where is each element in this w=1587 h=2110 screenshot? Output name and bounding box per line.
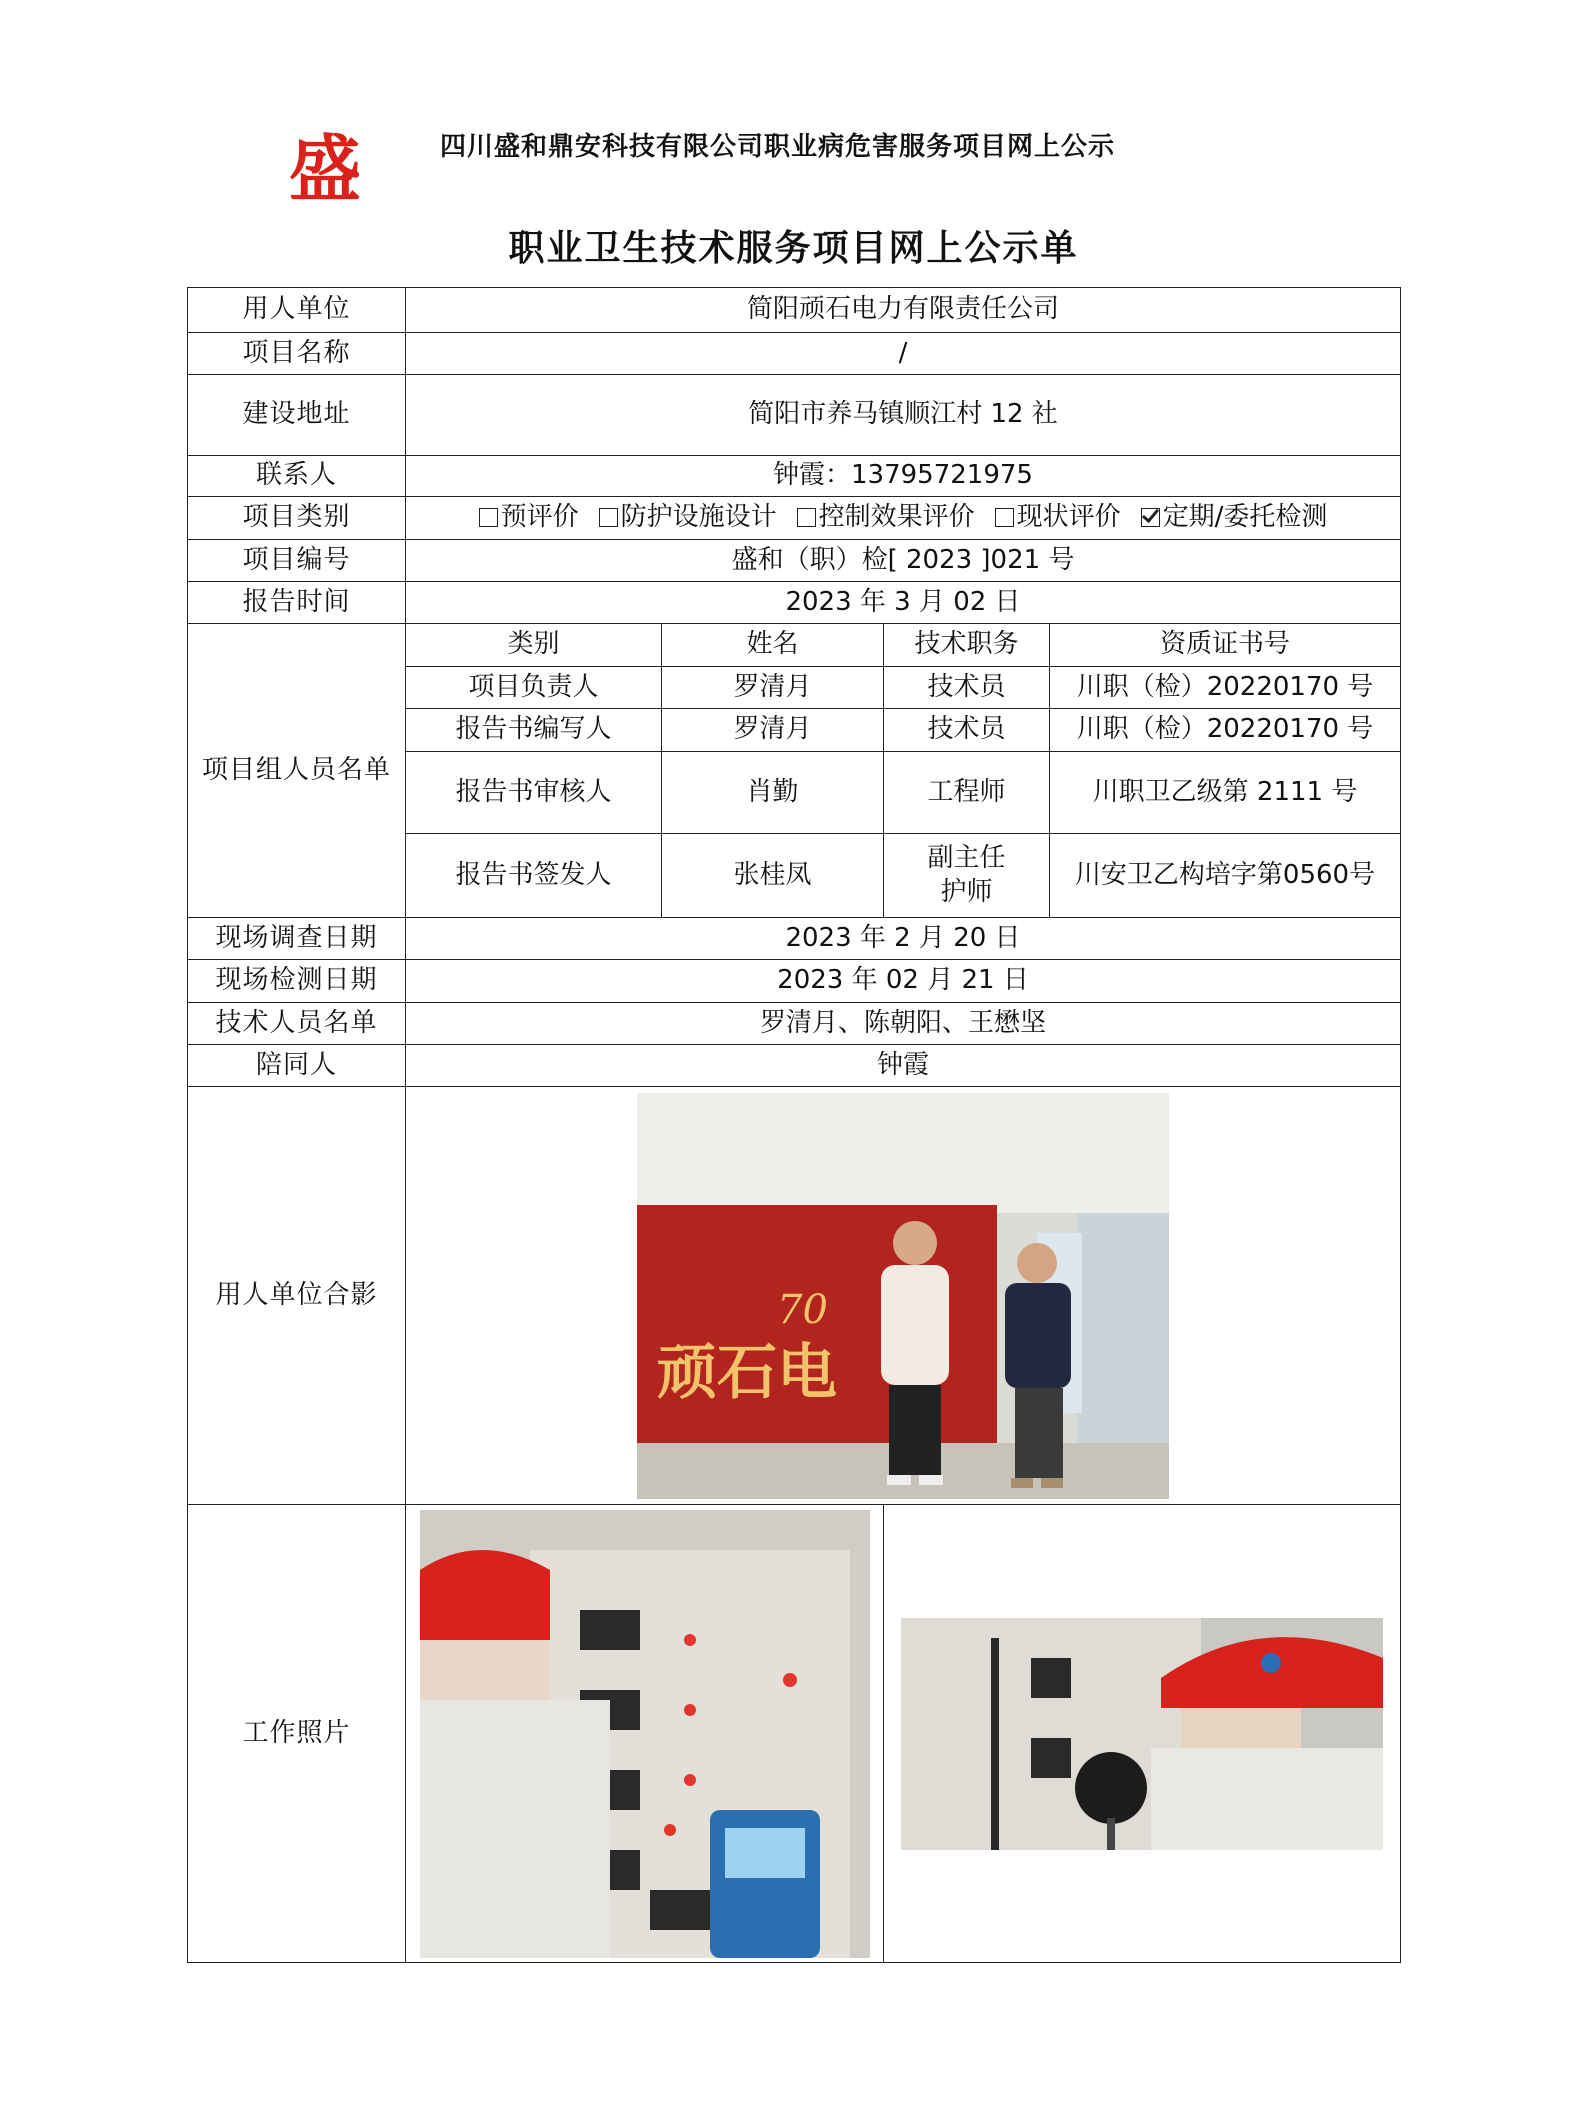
work-photo-2 [901, 1618, 1383, 1850]
company-notice: 四川盛和鼎安科技有限公司职业病危害服务项目网上公示 [440, 132, 1116, 162]
value-employer: 简阳顽石电力有限责任公司 [406, 288, 1401, 333]
group-photo-wall-text: 顽石电 [657, 1337, 837, 1408]
value-contact: 钟霞：13795721975 [406, 456, 1401, 497]
row-project-name [188, 333, 1401, 375]
label-employer: 用人单位 [188, 288, 406, 333]
label-team: 项目组人员名单 [188, 624, 406, 918]
option-protection-design: 防护设施设计 [599, 502, 777, 532]
label-survey-date: 现场调查日期 [188, 918, 406, 960]
team-cert: 川职（检）20220170 号 [1050, 667, 1401, 709]
label-test-date: 现场检测日期 [188, 960, 406, 1003]
option-control-effect: 控制效果评价 [797, 502, 975, 532]
label-contact: 联系人 [188, 456, 406, 497]
row-technicians [188, 1003, 1401, 1045]
row-work-photos [188, 1505, 1401, 1963]
row-report-time [188, 582, 1401, 624]
label-group-photo: 用人单位合影 [188, 1087, 406, 1505]
team-role: 报告书签发人 [406, 834, 662, 918]
label-project-no: 项目编号 [188, 540, 406, 582]
row-address [188, 375, 1401, 456]
label-project-name: 项目名称 [188, 333, 406, 375]
team-title: 技术员 [884, 709, 1050, 752]
row-contact [188, 456, 1401, 497]
row-employer [188, 288, 1401, 333]
disclosure-table [187, 287, 1401, 1963]
checkbox-pre-evaluation [479, 508, 498, 527]
checkbox-protection-design [599, 508, 618, 527]
row-group-photo [188, 1087, 1401, 1505]
team-name: 张桂凤 [662, 834, 884, 918]
team-header-cert: 资质证书号 [1050, 624, 1401, 667]
row-escort [188, 1045, 1401, 1087]
value-technicians: 罗清月、陈朝阳、王懋坚 [406, 1003, 1401, 1045]
checkbox-status-evaluation [995, 508, 1014, 527]
option-periodic-testing: 定期/委托检测 [1141, 502, 1328, 532]
row-category [188, 497, 1401, 540]
option-pre-evaluation: 预评价 [479, 502, 579, 532]
option-status-evaluation: 现状评价 [995, 502, 1121, 532]
team-role: 项目负责人 [406, 667, 662, 709]
checkbox-periodic-testing [1141, 508, 1160, 527]
page-title: 职业卫生技术服务项目网上公示单 [508, 227, 1079, 269]
team-header-title: 技术职务 [884, 624, 1050, 667]
group-photo-wall-number: 70 [777, 1286, 828, 1333]
team-header-row [188, 624, 1401, 667]
label-address: 建设地址 [188, 375, 406, 456]
label-work-photos: 工作照片 [188, 1505, 406, 1963]
team-header-role: 类别 [406, 624, 662, 667]
value-test-date: 2023 年 02 月 21 日 [406, 960, 1401, 1003]
team-cert: 川职卫乙级第 2111 号 [1050, 752, 1401, 834]
team-role: 报告书审核人 [406, 752, 662, 834]
value-project-name: / [406, 333, 1401, 375]
value-report-time: 2023 年 3 月 02 日 [406, 582, 1401, 624]
team-name: 肖勤 [662, 752, 884, 834]
work-photo-1 [420, 1510, 870, 1958]
value-project-no: 盛和（职）检[ 2023 ]021 号 [406, 540, 1401, 582]
team-role: 报告书编写人 [406, 709, 662, 752]
team-cert: 川职（检）20220170 号 [1050, 709, 1401, 752]
team-title: 工程师 [884, 752, 1050, 834]
label-category: 项目类别 [188, 497, 406, 540]
team-title: 技术员 [884, 667, 1050, 709]
logo-glyph: 盛 [288, 126, 362, 208]
value-escort: 钟霞 [406, 1045, 1401, 1087]
category-options [406, 497, 1401, 540]
row-test-date [188, 960, 1401, 1003]
label-escort: 陪同人 [188, 1045, 406, 1087]
group-photo-image [637, 1093, 1169, 1499]
label-report-time: 报告时间 [188, 582, 406, 624]
value-address: 简阳市养马镇顺江村 12 社 [406, 375, 1401, 456]
company-logo [286, 124, 364, 208]
team-name: 罗清月 [662, 709, 884, 752]
team-name: 罗清月 [662, 667, 884, 709]
value-survey-date: 2023 年 2 月 20 日 [406, 918, 1401, 960]
row-survey-date [188, 918, 1401, 960]
team-header-name: 姓名 [662, 624, 884, 667]
row-project-no [188, 540, 1401, 582]
checkbox-control-effect [797, 508, 816, 527]
team-cert: 川安卫乙构培字第0560号 [1050, 834, 1401, 918]
label-technicians: 技术人员名单 [188, 1003, 406, 1045]
team-title: 副主任护师 [884, 834, 1050, 918]
